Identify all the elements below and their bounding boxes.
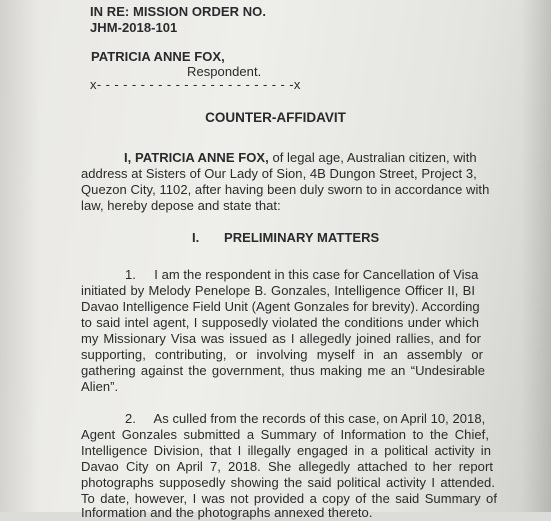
document-title: COUNTER-AFFIDAVIT [205,110,346,125]
para2-line-5: photographs supposedly showing the said political activity I attended. [81,475,495,490]
para2-line-2: Agent Gonzales submitted a Summary of Information to the Chief, [81,427,489,442]
case-caption-line1: IN RE: MISSION ORDER NO. [90,4,266,19]
para1-line-4: to said intel agent, I supposedly violated the conditions under which [81,315,479,330]
para2-line-6: To date, however, I was not provided a copy of the said Summary of [81,491,497,506]
para2-line-7: Information and the photographs annexed thereto. [81,505,373,520]
para2-line-3: Intelligence Division, that I illegally engaged in a political activity in [81,443,491,458]
affiant-name: I, PATRICIA ANNE FOX, [124,150,269,165]
para1-line-2: initiated by Melody Penelope B. Gonzales, Intelligence Officer II, BI [81,283,475,298]
case-number: JHM-2018-101 [90,20,178,35]
respondent-label: Respondent. [187,64,262,79]
intro-line-4: law, hereby depose and state that: [81,198,281,213]
para1-line-8: Alien”. [81,379,119,394]
para1-line-3: Davao Intelligence Field Unit (Agent Gonzales for brevity). According [81,299,480,314]
respondent-name: PATRICIA ANNE FOX, [91,49,225,64]
para1-line-7: gathering against the government, thus making me an “Undesirable [81,363,485,378]
page-shadow-right [521,0,551,512]
para1-line-6: supporting, contributing, or involving myself in an assembly or [81,347,483,362]
intro-line-3: Quezon City, 1102, after having been duly sworn to in accordance with [81,182,490,197]
page-shadow-left [0,0,40,512]
para2-line-4: Davao City on April 7, 2018. She allegedly attached to her report [81,459,493,474]
section-heading: PRELIMINARY MATTERS [224,230,380,245]
intro-line-1 [124,150,477,166]
para1-line-5: my Missionary Visa was issued as I allegedly joined rallies, and for [81,331,481,346]
section-number: I. [192,230,200,245]
intro-line-2: address at Sisters of Our Lady of Sion, 4B Dungon Street, Project 3, [81,166,477,181]
para2-line-1: 2. As culled from the records of this case, on April 10, 2018, [125,411,486,426]
caption-separator: x- - - - - - - - - - - - - - - - - - - - - - -x [90,77,301,92]
para1-line-1: 1. I am the respondent in this case for Cancellation of Visa [125,267,479,282]
affiant-details: of legal age, Australian citizen, with [268,150,477,165]
